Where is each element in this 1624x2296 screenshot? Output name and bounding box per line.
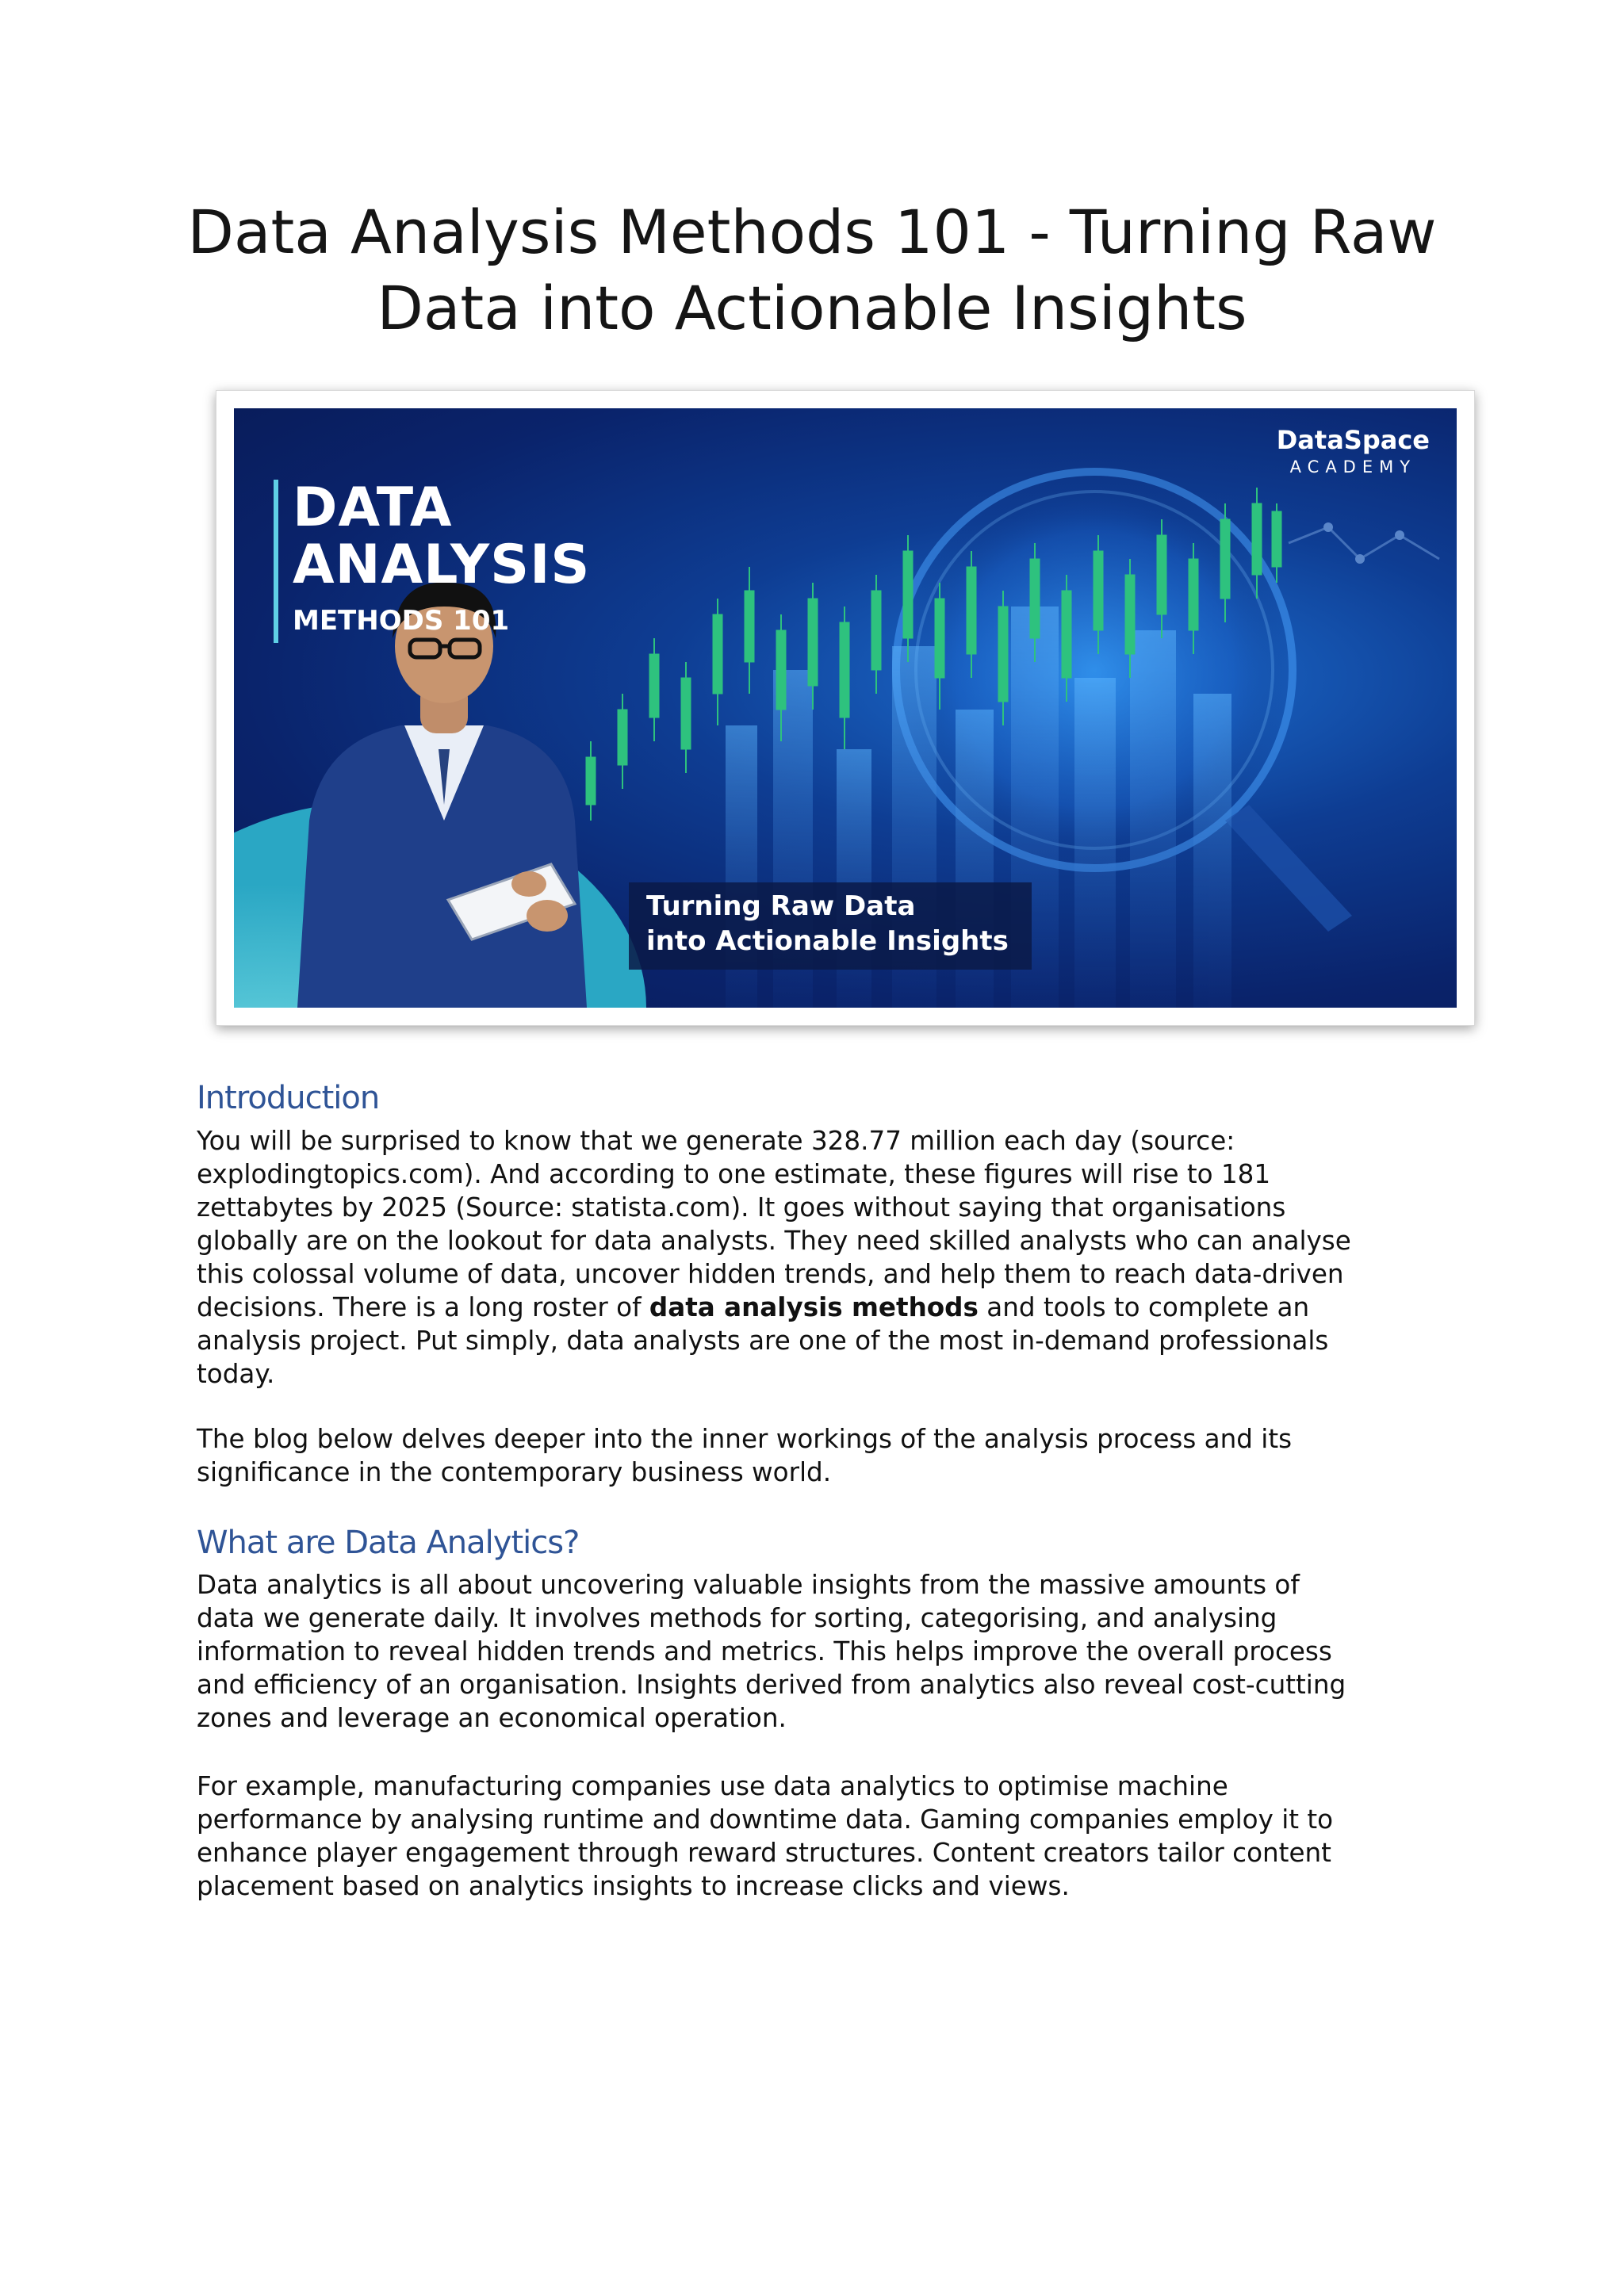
hero-caption-line2: into Actionable Insights <box>646 925 1009 957</box>
introduction-heading: Introduction <box>197 1080 380 1116</box>
hero-caption-line1: Turning Raw Data <box>646 890 916 922</box>
brand-logo <box>1277 424 1430 478</box>
introduction-paragraph-2: The blog below delves deeper into the inner workings of the analysis process and its significance in the contemporary business world. <box>197 1424 1293 1487</box>
person-illustration <box>297 583 587 1008</box>
hero-title-line2: ANALYSIS <box>293 534 591 596</box>
hero-banner <box>234 408 1457 1008</box>
magnifier-handle <box>1225 805 1352 932</box>
analytics-paragraph-1: Data analytics is all about uncovering valuable insights from the massive amounts of data we generate daily. It involves methods for sorting, categorising, and analysing information to reveal hidden trends and metrics. This helps improve the overall process and efficiency of an organisation. Insights derived from analytics also reveal cost-cutting zones and leverage an economical operation. <box>197 1570 1346 1733</box>
analytics-paragraph-2: For example, manufacturing companies use data analytics to optimise machine performance by analysing runtime and downtime data. Gaming companies employ it to enhance player engagement through reward structures. Content creators tailor content placement based on analytics insights to increase clicks and views. <box>197 1771 1334 1901</box>
intro-p1-part1: You will be surprised to know that we generate 328.77 million each day (source: explodingtopics.com). And according to one estimate, these figures will rise to 181 zettabytes by 2025 (Source: statista.com). It goes without saying that organisations globally are on the lookout for data analysts. They need skilled analysts who can analyse this colossal volume of data, uncover hidden trends, and help them to reach data-driven decisions. There is a long roster of <box>197 1126 1351 1322</box>
intro-p1-bold: data analysis methods <box>649 1292 979 1322</box>
brand-name: DataSpace <box>1276 425 1430 455</box>
page-title: Data Analysis Methods 101 - Turning Raw Data into Actionable Insights <box>187 197 1437 343</box>
hero-caption <box>629 882 1032 970</box>
hero-title-line1: DATA <box>293 476 453 539</box>
trend-line <box>1289 527 1439 559</box>
intro-p1-part2: and tools to complete an analysis project. Put simply, data analysts are one of the most in-demand professionals today. <box>197 1292 1329 1389</box>
introduction-paragraph-1 <box>197 1124 1450 1391</box>
hero-image-frame <box>216 390 1475 1026</box>
hero-title-block <box>274 476 591 643</box>
brand-subtitle: ACADEMY <box>1289 457 1417 476</box>
what-are-data-analytics-heading: What are Data Analytics? <box>197 1525 580 1561</box>
hero-title-line3: METHODS 101 <box>293 605 510 637</box>
